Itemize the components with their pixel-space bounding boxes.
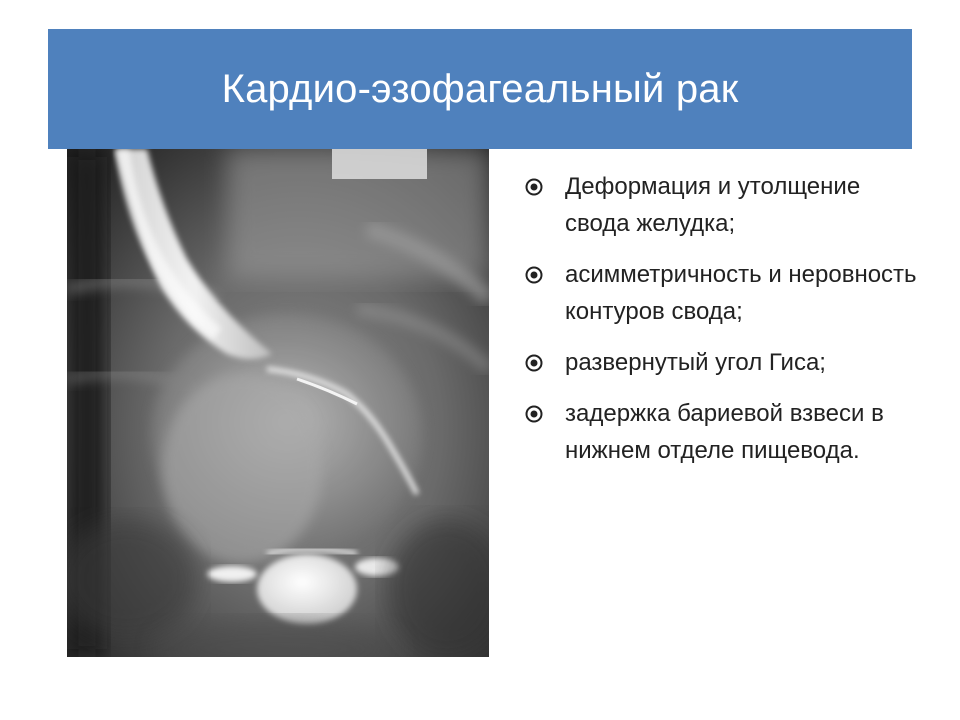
bullet-text: асимметричность и неровность контуров свода; (565, 261, 917, 325)
list-item (523, 256, 923, 330)
list-item (523, 344, 923, 381)
target-bullet-icon (525, 178, 543, 196)
bullet-text: Деформация и утолщение свода желудка; (565, 173, 861, 237)
target-bullet-icon (525, 354, 543, 372)
bullet-list (523, 168, 923, 483)
list-item (523, 168, 923, 242)
list-item (523, 395, 923, 469)
title-bar (48, 29, 912, 149)
target-bullet-icon (525, 266, 543, 284)
xray-image (67, 149, 489, 657)
target-bullet-icon (525, 405, 543, 423)
bullet-text: задержка бариевой взвеси в нижнем отделе пищевода. (565, 400, 884, 464)
bullet-text: развернутый угол Гиса; (565, 349, 826, 376)
slide-title: Кардио-эзофагеальный рак (221, 66, 739, 111)
